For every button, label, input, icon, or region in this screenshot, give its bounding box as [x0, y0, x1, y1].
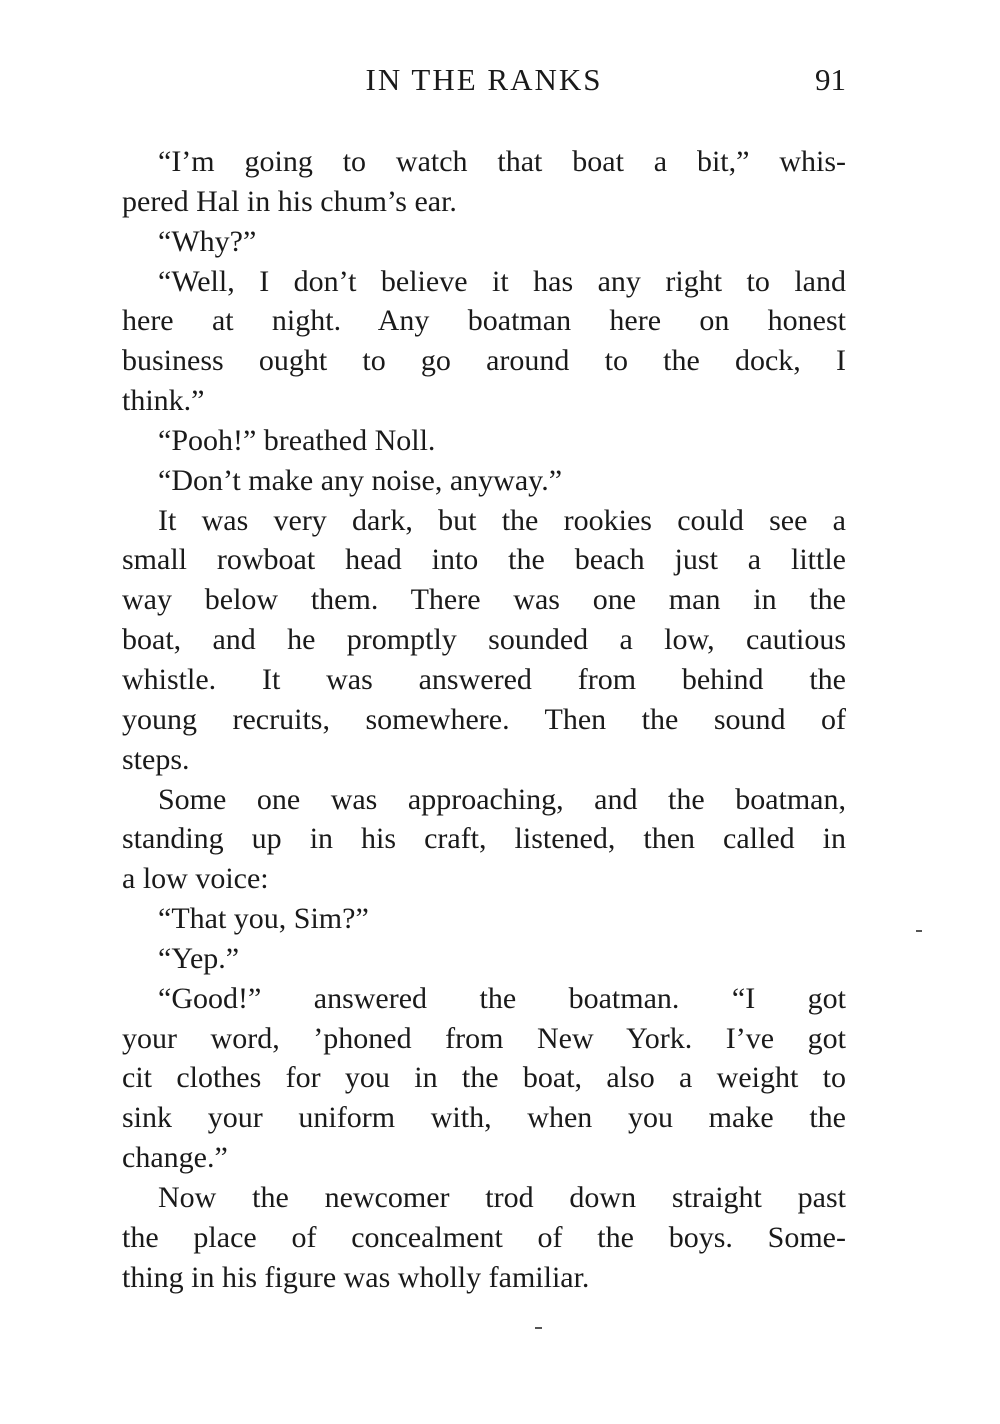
- text-line: thing in his figure was wholly familiar.: [122, 1260, 590, 1294]
- text-line: pered Hal in his chum’s ear.: [122, 184, 457, 218]
- text-line: Now the newcomer trod down straight past: [158, 1180, 846, 1214]
- text-line: sink your uniform with, when you make the: [122, 1101, 846, 1135]
- text-line: way below them. There was one man in the: [122, 583, 846, 617]
- text-line: “Don’t make any noise, anyway.”: [158, 463, 563, 497]
- text-line: “That you, Sim?”: [158, 902, 369, 936]
- text-line: here at night. Any boatman here on honest: [122, 304, 846, 338]
- text-line: “Yep.”: [158, 941, 240, 975]
- text-line: your word, ’phoned from New York. I’ve got: [122, 1021, 846, 1055]
- text-line: “Well, I don’t believe it has any right to land: [158, 264, 846, 298]
- running-title: IN THE RANKS: [365, 62, 603, 97]
- text-line: a low voice:: [122, 862, 269, 896]
- text-line: standing up in his craft, listened, then called in: [122, 822, 846, 856]
- text-line: “I’m going to watch that boat a bit,” whis-: [158, 145, 846, 178]
- text-line: “Pooh!” breathed Noll.: [158, 423, 436, 457]
- body-text: [122, 142, 846, 1297]
- page-number: 91: [815, 62, 846, 97]
- text-line: change.”: [122, 1141, 228, 1175]
- text-line: whistle. It was answered from behind the: [122, 662, 846, 696]
- text-line: steps.: [122, 742, 190, 776]
- text-line: small rowboat head into the beach just a little: [122, 543, 846, 577]
- text-line: It was very dark, but the rookies could see a: [158, 503, 846, 537]
- text-line: the place of concealment of the boys. Some-: [122, 1220, 846, 1254]
- text-line: “Good!” answered the boatman. “I got: [158, 981, 846, 1015]
- text-line: business ought to go around to the dock, I: [122, 344, 846, 378]
- running-head: [122, 58, 846, 102]
- text-line: Some one was approaching, and the boatman,: [158, 782, 846, 816]
- text-line: boat, and he promptly sounded a low, cautious: [122, 623, 846, 657]
- text-line: cit clothes for you in the boat, also a weight to: [122, 1061, 846, 1095]
- text-line: young recruits, somewhere. Then the sound of: [122, 702, 846, 736]
- text-line: think.”: [122, 384, 205, 418]
- text-line: “Why?”: [158, 224, 257, 258]
- scan-speck: [916, 930, 922, 932]
- scan-speck: [535, 1327, 542, 1329]
